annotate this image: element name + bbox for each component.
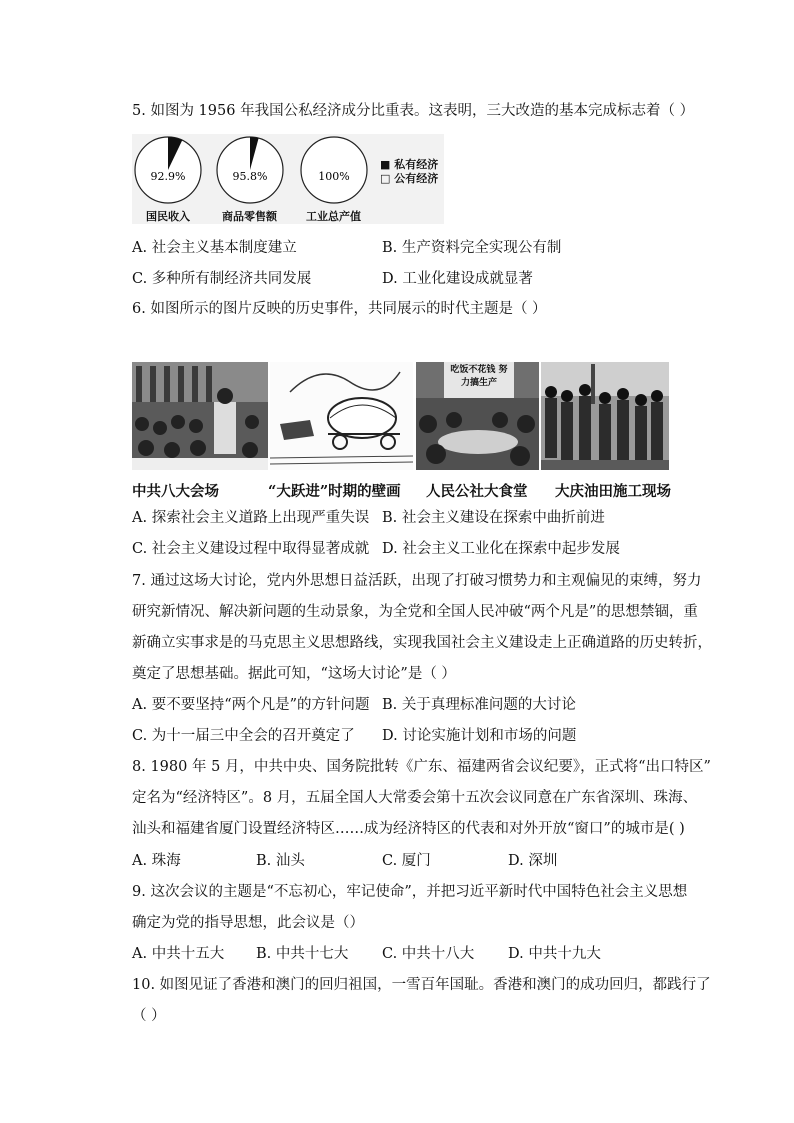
q7-option-d[interactable]: D. 讨论实施计划和市场的问题: [382, 728, 577, 744]
q5-option-b[interactable]: B. 生产资料完全实现公有制: [382, 240, 562, 256]
q9-option-b[interactable]: B. 中共十七大: [256, 946, 349, 962]
pie-1: [217, 137, 283, 203]
caption-daqing-oilfield: 大庆油田施工现场: [555, 483, 671, 500]
photo-cpc-eighth-congress: [132, 362, 268, 470]
q5-option-a[interactable]: A. 社会主义基本制度建立: [132, 240, 297, 256]
photo-daqing-oilfield: [541, 362, 669, 470]
q9-line-2: 确定为党的指导思想，此会议是（）: [132, 915, 364, 931]
caption-commune-canteen: 人民公社大食堂: [426, 483, 528, 500]
q10-line-2: （ ）: [132, 1008, 166, 1024]
q8-line-2: 定名为“经济特区”。8 月，五届全国人大常委会第十五次会议同意在广东省深圳、珠海、: [132, 790, 698, 806]
caption-great-leap-mural: “大跃进”时期的壁画: [268, 483, 401, 500]
q7-option-c[interactable]: C. 为十一届三中全会的召开奠定了: [132, 728, 355, 744]
q5-stem: 5. 如图为 1956 年我国公私经济成分比重表。这表明，三大改造的基本完成标志着（ ）: [132, 103, 695, 119]
pie-0: [135, 137, 201, 203]
q7-line-1: 7. 通过这场大讨论，党内外思想日益活跃，出现了打破习惯势力和主观偏见的束缚，努力: [132, 573, 702, 589]
q5-option-d[interactable]: D. 工业化建设成就显著: [382, 271, 533, 287]
q7-line-4: 奠定了思想基础。据此可知，“这场大讨论”是（ ）: [132, 666, 456, 682]
q8-option-a[interactable]: A. 珠海: [132, 853, 181, 869]
q6-option-b[interactable]: B. 社会主义建设在探索中曲折前进: [382, 510, 605, 526]
pie-value-label-2: 100%: [318, 170, 350, 183]
q10-line-1: 10. 如图见证了香港和澳门的回归祖国，一雪百年国耻。香港和澳门的成功回归，都践行了: [132, 977, 711, 993]
q9-option-c[interactable]: C. 中共十八大: [382, 946, 475, 962]
q8-line-1: 8. 1980 年 5 月，中共中央、国务院批转《广东、福建两省会议纪要》，正式将“出口特区”: [132, 759, 711, 775]
q9-line-1: 9. 这次会议的主题是“不忘初心，牢记使命”，并把习近平新时代中国特色社会主义思想: [132, 884, 688, 900]
pie-label-1: 商品零售额: [222, 210, 277, 223]
q7-option-b[interactable]: B. 关于真理标准问题的大讨论: [382, 697, 576, 713]
pie-label-2: 工业总产值: [306, 210, 361, 223]
caption-cpc-eighth-congress: 中共八大会场: [132, 483, 219, 500]
q8-option-d[interactable]: D. 深圳: [508, 853, 558, 869]
q9-option-a[interactable]: A. 中共十五大: [132, 946, 225, 962]
q7-option-a[interactable]: A. 要不要坚持“两个凡是”的方针问题: [132, 697, 370, 713]
q8-option-b[interactable]: B. 汕头: [256, 853, 305, 869]
pie-value-label-1: 95.8%: [232, 170, 268, 183]
poster-slogan: 吃饭不花钱 努力搞生产: [450, 365, 508, 388]
pie-value-label-0: 92.9%: [150, 170, 186, 183]
q6-option-c[interactable]: C. 社会主义建设过程中取得显著成就: [132, 541, 370, 557]
pie-2: [301, 137, 367, 203]
photo-great-leap-mural: [270, 362, 413, 470]
q6-option-a[interactable]: A. 探索社会主义道路上出现严重失误: [132, 510, 370, 526]
photo-commune-canteen: [416, 362, 539, 470]
q8-line-3: 汕头和福建省厦门设置经济特区……成为经济特区的代表和对外开放“窗口”的城市是( ): [132, 821, 685, 837]
q5-pie-chart: [132, 134, 444, 224]
legend-private: ■ 私有经济: [380, 158, 439, 171]
legend-public: □ 公有经济: [380, 172, 439, 185]
q6-stem: 6. 如图所示的图片反映的历史事件，共同展示的时代主题是（ ）: [132, 301, 547, 317]
q7-line-3: 新确立实事求是的马克思主义思想路线，实现我国社会主义建设走上正确道路的历史转折，: [132, 635, 712, 651]
q6-option-d[interactable]: D. 社会主义工业化在探索中起步发展: [382, 541, 620, 557]
q9-option-d[interactable]: D. 中共十九大: [508, 946, 601, 962]
pie-label-0: 国民收入: [146, 210, 190, 223]
q8-option-c[interactable]: C. 厦门: [382, 853, 431, 869]
q5-option-c[interactable]: C. 多种所有制经济共同发展: [132, 271, 312, 287]
q7-line-2: 研究新情况、解决新问题的生动景象，为全党和全国人民冲破“两个凡是”的思想禁锢，重: [132, 604, 698, 620]
